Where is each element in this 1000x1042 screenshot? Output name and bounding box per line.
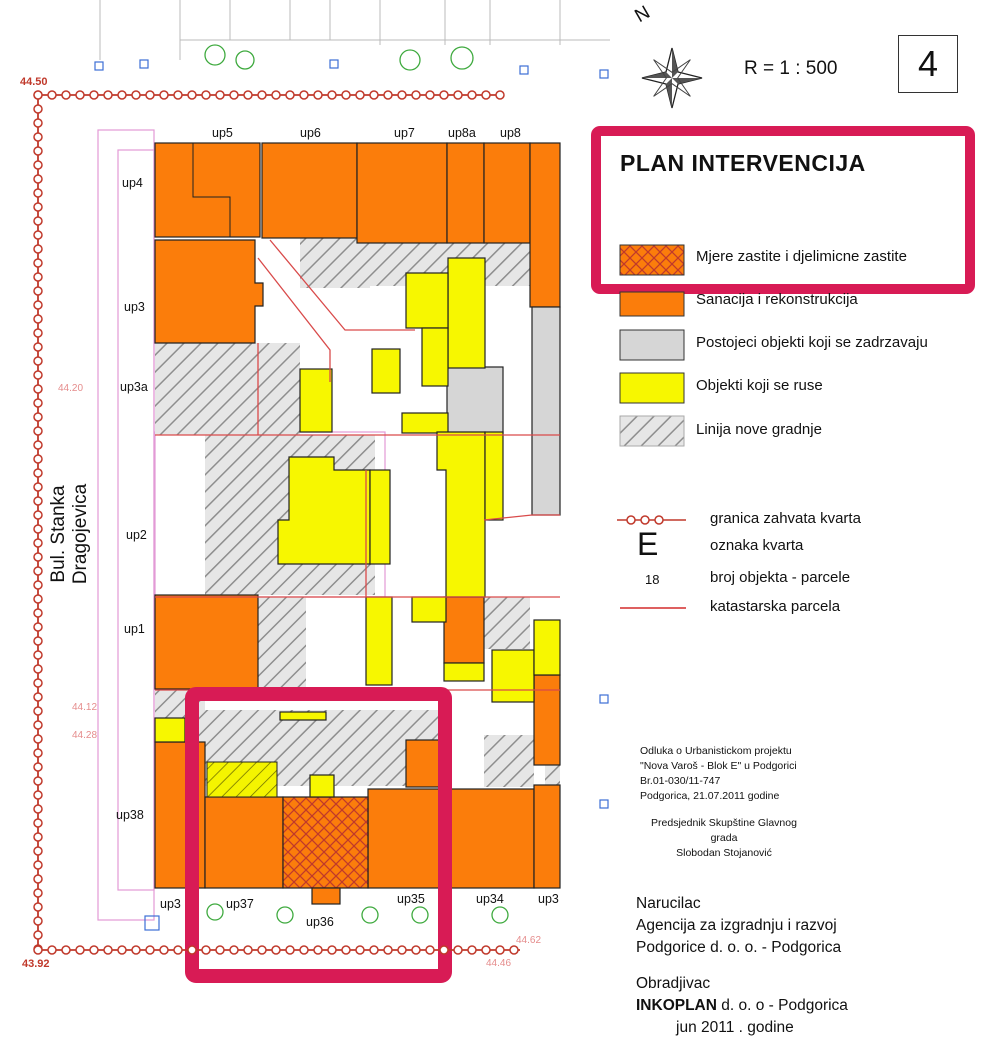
president-text [640,816,808,861]
sheet-number: 4 [898,35,958,93]
boundary-dot [48,946,56,954]
boundary-dot [34,637,42,645]
boundary-dot [34,721,42,729]
boundary-dot [34,217,42,225]
boundary-dot [244,946,252,954]
boundary-dot [62,946,70,954]
symbol-label-block: oznaka kvarta [710,537,804,554]
boundary-dot [370,946,378,954]
boundary-dot [34,483,42,491]
boundary-dot [468,91,476,99]
parcel-label: up2 [126,528,147,542]
hatched-demolition [207,762,277,797]
scale-label: R = 1 : 500 [744,58,838,79]
boundary-dot [48,91,56,99]
boundary-dot [286,946,294,954]
legend-boundary-symbol [617,516,686,524]
boundary-dot [398,91,406,99]
boundary-dot [34,427,42,435]
decision-line: Odluka o Urbanistickom projektu [640,745,792,757]
parcel-label: up36 [306,915,334,929]
boundary-dot [34,791,42,799]
symbol-label-cadastral: katastarska parcela [710,598,841,615]
boundary-dot [118,91,126,99]
boundary-dot [34,119,42,127]
boundary-dot [104,91,112,99]
boundary-dot [440,946,448,954]
legend-swatch-renovation [620,292,684,316]
protected-buildings [283,797,368,904]
boundary-dot [34,861,42,869]
boundary-dot [510,946,518,954]
boundary-dot [34,469,42,477]
elevation-label: 44.28 [72,730,98,741]
elevation-label: 44.20 [58,383,84,394]
boundary-dot [314,946,322,954]
north-label: N [631,2,654,28]
boundary-dot [34,133,42,141]
boundary-dot [34,273,42,281]
maker-company [636,995,848,1017]
boundary-dot [34,287,42,295]
street-name: Bul. Stanka Dragojevica [48,483,91,585]
background-parcels [100,0,610,60]
boundary-dot [468,946,476,954]
client-heading: Narucilac [636,895,701,912]
boundary-dot [34,511,42,519]
boundary-dot [188,91,196,99]
elevation-label: 44.12 [72,702,98,713]
boundary-dot [160,946,168,954]
legend-swatch-retained [620,330,684,360]
boundary-dot [34,595,42,603]
boundary-dot [412,91,420,99]
boundary-dot [272,91,280,99]
elevation-label: 44.46 [486,958,512,969]
legend-title: PLAN INTERVENCIJA [620,150,866,176]
boundary-dot [34,946,42,954]
boundary-dot [34,889,42,897]
boundary-dot [384,946,392,954]
boundary-dot [34,399,42,407]
boundary-dot [34,105,42,113]
president-title: Predsjednik Skupštine Glavnog grada [651,817,797,844]
boundary-dot [34,525,42,533]
boundary-dot [34,679,42,687]
boundary-dot [440,91,448,99]
legend-label-renovation: Sanacija i rekonstrukcija [696,291,858,308]
boundary-dot [34,805,42,813]
boundary-dot [328,946,336,954]
boundary-dot [272,946,280,954]
parcel-label: up3 [538,892,559,906]
boundary-dot [34,609,42,617]
elevation-label: 43.92 [22,958,50,970]
boundary-dot [300,91,308,99]
president-name: Slobodan Stojanović [676,847,772,859]
boundary-dot [356,91,364,99]
boundary-dot [34,749,42,757]
client-line-2: Podgorice d. o. o. - Podgorica [636,939,842,956]
boundary-dot [34,175,42,183]
boundary-dot [34,623,42,631]
boundary-dot [132,946,140,954]
boundary-dot [34,329,42,337]
boundary-dot [34,567,42,575]
boundary-dot [34,819,42,827]
elevation-label: 44.50 [20,76,48,88]
parcel-label: up8a [448,126,476,140]
maker-date: jun 2011 . godine [676,1019,794,1036]
boundary-dot [34,497,42,505]
parcel-label: up34 [476,892,504,906]
boundary-dot [34,371,42,379]
boundary-dot [482,91,490,99]
boundary-dot [496,946,504,954]
symbol-label-number: broj objekta - parcele [710,569,851,586]
boundary-dot [146,946,154,954]
boundary-dot [370,91,378,99]
boundary-dot [34,665,42,673]
boundary-dot [342,946,350,954]
boundary-dot [34,441,42,449]
legend-swatch-demolition [620,373,684,403]
boundary-dot [34,357,42,365]
boundary-dot [216,91,224,99]
boundary-dot [174,946,182,954]
legend-swatch-new-line [620,416,684,446]
boundary-dot [286,91,294,99]
boundary-dot [244,91,252,99]
boundary-dot [384,91,392,99]
client-line-1: Agencija za izgradnju i razvoj [636,917,837,934]
decision-line: "Nova Varoš - Blok E" u Podgorici [640,760,797,772]
boundary-dot [160,91,168,99]
maker-company-rest: d. o. o - Podgorica [716,997,848,1014]
parcel-label: up8 [500,126,521,140]
boundary-dot [34,189,42,197]
symbol-label-boundary: granica zahvata kvarta [710,510,861,527]
boundary-dot [328,91,336,99]
north-arrow-icon [635,41,709,115]
boundary-dot [34,245,42,253]
boundary-dot [34,707,42,715]
boundary-dot [34,875,42,883]
parcel-label: up6 [300,126,321,140]
legend-label-retained: Postojeci objekti koji se zadrzavaju [696,334,928,351]
boundary-dot [230,946,238,954]
parcel-label: up3 [160,897,181,911]
boundary-dot [496,91,504,99]
boundary-dot [34,91,42,99]
boundary-dot [34,553,42,561]
parcel-label: up5 [212,126,233,140]
boundary-dot [202,946,210,954]
boundary-dot [34,693,42,701]
boundary-dot [34,581,42,589]
boundary-dot [482,946,490,954]
boundary-dot [258,91,266,99]
boundary-dot [34,315,42,323]
parcel-label: up35 [397,892,425,906]
boundary-dot [76,946,84,954]
boundary-dot [34,161,42,169]
boundary-dot [34,231,42,239]
boundary-dot [34,203,42,211]
legend-swatch-protection [620,245,684,275]
boundary-dot [314,91,322,99]
parcel-label: up1 [124,622,145,636]
boundary-dot [342,91,350,99]
boundary-dot [34,651,42,659]
parcel-label: up7 [394,126,415,140]
boundary-dot [426,946,434,954]
boundary-dot [454,91,462,99]
boundary-dot [34,413,42,421]
decision-text [640,744,797,804]
maker-company-bold: INKOPLAN [636,997,717,1014]
parcel-label: up37 [226,897,254,911]
symbol-glyph-number: 18 [645,572,660,587]
boundary-dot [34,259,42,267]
boundary-dot [104,946,112,954]
maker-heading: Obradjivac [636,975,711,992]
boundary-dot [412,946,420,954]
maker-block [636,973,848,1039]
boundary-dot [300,946,308,954]
boundary-dot [34,455,42,463]
legend-label-new-line: Linija nove gradnje [696,421,822,438]
parcel-label: up4 [122,176,143,190]
legend-label-demolition: Objekti koji se ruse [696,377,823,394]
boundary-dot [34,539,42,547]
boundary-dot [202,91,210,99]
boundary-dot [132,91,140,99]
boundary-dot [34,903,42,911]
boundary-dot [90,91,98,99]
boundary-dot [34,847,42,855]
boundary-dot [230,91,238,99]
boundary-dot [174,91,182,99]
boundary-dot [356,946,364,954]
boundary-dot [62,91,70,99]
parcel-label: up38 [116,808,144,822]
boundary-dot [34,343,42,351]
boundary-dot [34,833,42,841]
boundary-dot [188,946,196,954]
boundary-dot [426,91,434,99]
boundary-dot [34,931,42,939]
client-block [636,893,841,959]
symbol-glyph-block: E [637,526,659,562]
parcel-label: up3 [124,300,145,314]
boundary-dot [34,735,42,743]
decision-line: Br.01-030/11-747 [640,775,721,787]
boundary-dot [34,301,42,309]
boundary-dot [34,385,42,393]
boundary-dot [398,946,406,954]
boundary-dot [118,946,126,954]
boundary-dot [34,763,42,771]
boundary-dot [34,917,42,925]
boundary-dot [34,147,42,155]
boundary-dot [76,91,84,99]
elevation-label: 44.62 [516,935,542,946]
decision-line: Podgorica, 21.07.2011 godine [640,790,780,802]
boundary-dot [454,946,462,954]
boundary-dot [34,777,42,785]
parcel-label: up3a [120,380,148,394]
legend-label-protection: Mjere zastite i djelimicne zastite [696,248,907,265]
boundary-dot [90,946,98,954]
boundary-dot [146,91,154,99]
boundary-dot [258,946,266,954]
boundary-dot [216,946,224,954]
